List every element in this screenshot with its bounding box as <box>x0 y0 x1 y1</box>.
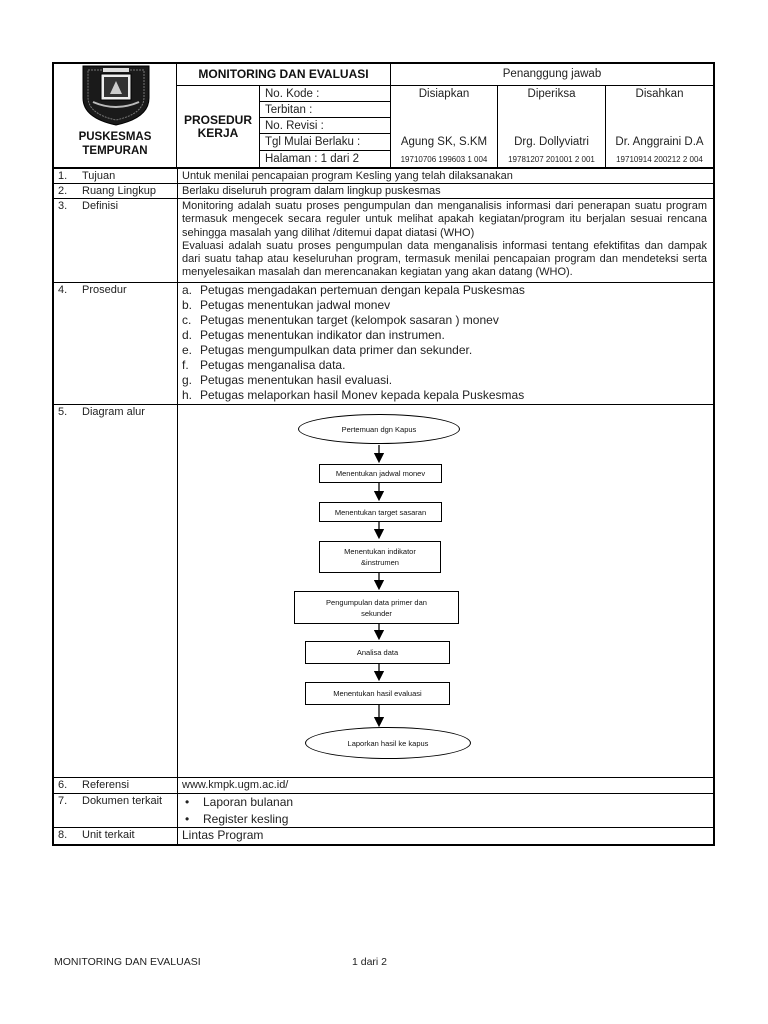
flow-step-line1: Menentukan indikator <box>344 547 416 556</box>
row-number: 7. <box>58 795 68 807</box>
meta-terbitan: Terbitan : <box>265 104 313 116</box>
item-letter: f. <box>182 358 189 372</box>
logo-cell <box>54 64 176 167</box>
item-text: Petugas menentukan indikator dan instrumen. <box>200 328 445 342</box>
item-letter: a. <box>182 283 193 297</box>
row-label-text: Diagram alur <box>82 406 145 418</box>
item-text: Petugas menentukan hasil evaluasi. <box>200 373 393 387</box>
responsible-checked <box>498 86 605 167</box>
definisi-monitoring: Monitoring adalah suatu proses pengumpulan dan menganalisis informasi dari penerapan suatu program termasuk mengecek secara reguler untuk melihat apakah kegiatan/program itu berjalan sesuai rencana sehingga masalah yang dilihat /ditemui dapat diatasi (WHO) <box>182 200 707 239</box>
item-letter: e. <box>182 343 193 357</box>
role-label: Disiapkan <box>418 88 470 100</box>
responsible-prepared <box>391 86 497 167</box>
document-type-line1: PROSEDUR <box>183 112 252 127</box>
item-letter: c. <box>182 313 192 327</box>
flow-step-indikator <box>319 541 441 573</box>
row-label-text: Dokumen terkait <box>82 795 163 807</box>
item-text: Petugas mengadakan pertemuan dengan kepala Puskesmas <box>200 283 525 297</box>
flow-step-hasil: Menentukan hasil evaluasi <box>305 682 450 705</box>
row-number: 4. <box>58 284 68 296</box>
row-label-text: Unit terkait <box>82 829 135 841</box>
ruang-lingkup-text: Berlaku diseluruh program dalam lingkup puskesmas <box>182 185 441 197</box>
row-number: 5. <box>58 406 68 418</box>
flow-step-analisa: Analisa data <box>305 641 450 664</box>
person-name: Drg. Dollyviatri <box>514 136 589 148</box>
responsible-title: Penanggung jawab <box>502 68 602 80</box>
flow-step-line1: Pengumpulan data primer dan <box>326 597 427 607</box>
item-text: Petugas melaporkan hasil Monev kepada kepala Puskesmas <box>200 388 525 402</box>
person-nip: 19781207 201001 2 001 <box>508 155 595 164</box>
flow-step-target: Menentukan target sasaran <box>319 502 442 522</box>
document-title: MONITORING DAN EVALUASI <box>198 67 369 81</box>
item-text: Petugas menentukan jadwal monev <box>200 298 391 312</box>
flow-step-line2: sekunder <box>361 608 392 618</box>
unit-text: Lintas Program <box>182 828 264 842</box>
row-number: 6. <box>58 779 68 791</box>
responsible-approved <box>606 86 713 167</box>
document-type <box>177 86 259 167</box>
flow-step-start: Pertemuan dgn Kapus <box>298 414 460 444</box>
document-type-line2: KERJA <box>197 125 239 140</box>
dokumen-list <box>182 794 707 828</box>
flow-step-end: Laporkan hasil ke kapus <box>305 727 471 759</box>
footer-page-number: 1 dari 2 <box>352 956 388 968</box>
procedure-table <box>52 169 715 846</box>
definisi-evaluasi: Evaluasi adalah suatu proses pengumpulan data menganalisis informasi tentang efektifitas dan dampak dari suatu tahap atau keseluruhan program, termasuk menilai pencapaian program dan mendeteksi serta menyelesaikan masalah dan merencanakan kegiatan yang akan datang (WHO). <box>182 239 707 279</box>
item-letter: b. <box>182 298 193 312</box>
row-label-text: Prosedur <box>82 284 127 296</box>
item-letter: g. <box>182 373 193 387</box>
row-label-text: Referensi <box>82 779 130 791</box>
item-letter: d. <box>182 328 193 342</box>
role-label: Diperiksa <box>527 88 576 100</box>
flow-step-jadwal: Menentukan jadwal monev <box>319 464 442 483</box>
item-letter: h. <box>182 388 193 402</box>
puskesmas-emblem-icon <box>79 64 153 126</box>
flow-step-pengumpulan <box>294 591 459 624</box>
footer-title: MONITORING DAN EVALUASI <box>54 956 201 968</box>
header-table <box>52 62 715 169</box>
row-label-unit <box>58 829 135 841</box>
meta-no-kode: No. Kode : <box>265 88 320 100</box>
row-number: 1. <box>58 170 68 182</box>
dokumen-item <box>182 794 707 811</box>
row-label-text: Tujuan <box>82 170 116 182</box>
person-nip: 19710706 199603 1 004 <box>400 155 488 164</box>
row-label-dokumen <box>58 795 162 807</box>
row-number: 3. <box>58 200 68 212</box>
org-name-line2: TEMPURAN <box>82 145 148 157</box>
person-name: Agung SK, S.KM <box>400 136 488 148</box>
meta-no-revisi: No. Revisi : <box>265 120 324 132</box>
row-number: 8. <box>58 829 68 841</box>
referensi-link[interactable]: www.kmpk.ugm.ac.id/ <box>182 779 289 791</box>
item-text: Petugas menentukan target (kelompok sasaran ) monev <box>200 313 499 327</box>
bullet-icon: • <box>185 795 190 809</box>
item-text: Petugas mengumpulkan data primer dan sekunder. <box>200 343 473 357</box>
flow-step-line2: &instrumen <box>361 558 399 567</box>
item-text: Petugas menganalisa data. <box>200 358 346 372</box>
dokumen-item <box>182 811 707 828</box>
org-name-line1: PUSKESMAS <box>78 131 152 143</box>
row-label-referensi <box>58 779 129 791</box>
row-label-text: Ruang Lingkup <box>82 185 157 197</box>
org-name <box>54 130 176 158</box>
row-number: 2. <box>58 185 68 197</box>
person-nip: 19710914 200212 2 004 <box>616 155 703 164</box>
item-text: Register kesling <box>203 812 289 826</box>
bullet-icon: • <box>185 812 190 826</box>
meta-tgl-mulai: Tgl Mulai Berlaku : <box>265 136 361 148</box>
item-text: Laporan bulanan <box>203 795 294 809</box>
row-label-text: Definisi <box>82 200 119 212</box>
role-label: Disahkan <box>635 88 684 100</box>
person-name: Dr. Anggraini D.A <box>615 136 704 148</box>
meta-halaman: Halaman : 1 dari 2 <box>265 153 359 165</box>
tujuan-text: Untuk menilai pencapaian program Kesling yang telah dilaksanakan <box>182 170 513 182</box>
